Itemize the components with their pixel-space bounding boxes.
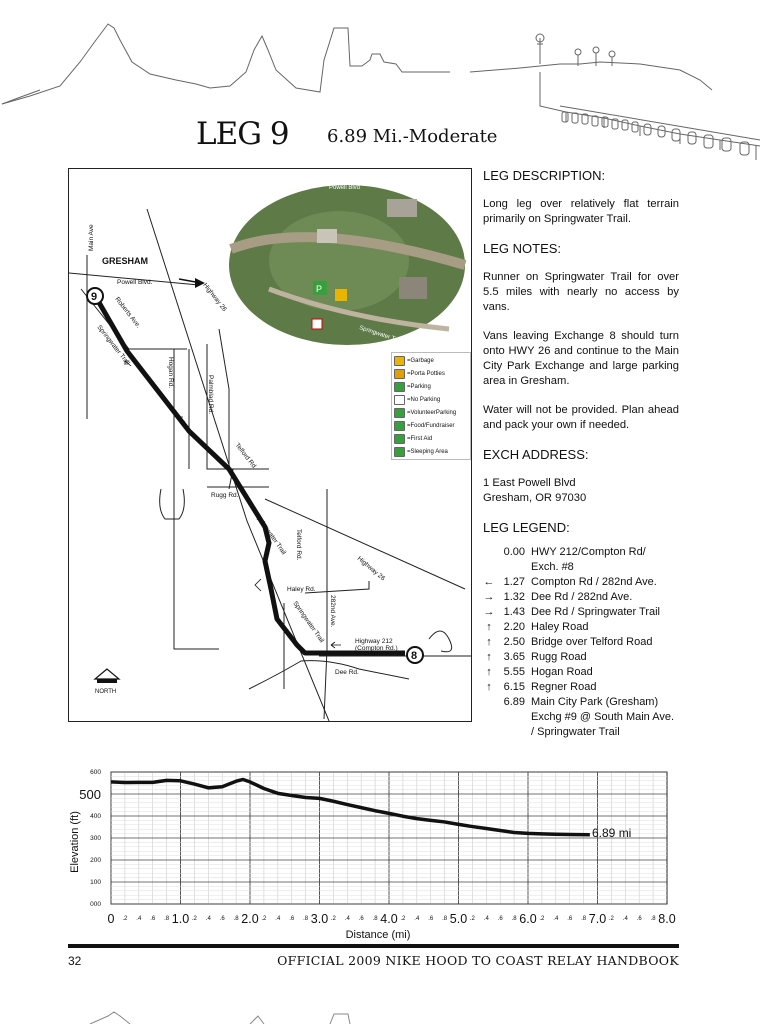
footer-rule	[68, 944, 679, 948]
map-label-gresham: GRESHAM	[102, 256, 149, 266]
chart-xtick-minor-label: .4	[622, 916, 628, 922]
chart-ytick-label: 000	[90, 901, 101, 908]
description-heading: LEG DESCRIPTION:	[483, 168, 606, 183]
map-label-north: NORTH	[95, 689, 117, 695]
leg-legend-mile: 1.32	[503, 591, 525, 603]
chart-xtick-minor-label: .6	[219, 916, 225, 922]
map-legend-item	[394, 406, 468, 419]
direction-arrow-icon: ↑	[486, 681, 492, 693]
chart-xtick-label: 4.0	[380, 912, 398, 926]
chart-xtick-label: 5.0	[449, 912, 468, 926]
chart-xtick-label: 1.0	[171, 912, 190, 926]
chart-xtick-minor-label: .4	[483, 916, 489, 922]
legend-swatch-icon	[394, 382, 405, 392]
chart-ytick-label: 100	[90, 879, 101, 886]
leg-legend-text: Compton Rd / 282nd Ave.	[531, 576, 657, 588]
leg-legend-mile: 1.27	[503, 576, 525, 588]
leg-legend-text: Exchg #9 @ South Main Ave.	[531, 711, 675, 723]
legend-swatch-icon	[394, 356, 405, 366]
leg-legend-mile: 6.15	[503, 681, 525, 693]
leg-title: LEG 9	[196, 116, 289, 152]
leg-legend-text: Hogan Road	[531, 666, 593, 678]
leg-legend-row	[483, 560, 679, 575]
chart-xtick-label: 3.0	[310, 912, 329, 926]
leg-legend-mile: 0.00	[503, 546, 525, 558]
leg-legend-row	[483, 545, 679, 560]
chart-xtick-minor-label: .6	[150, 916, 156, 922]
legend-swatch-icon	[394, 369, 405, 379]
leg-legend-mile	[495, 560, 525, 575]
route-line	[97, 299, 405, 653]
direction-arrow-icon: →	[483, 606, 495, 618]
chart-xtick-minor-label: .2	[330, 916, 336, 922]
legend-swatch-icon	[394, 434, 405, 444]
chart-xtick-minor-label: .4	[414, 916, 420, 922]
chart-xtick-minor-label: .8	[164, 916, 170, 922]
map-label-springwater-3: Springwater Trail	[291, 600, 326, 645]
chart-xtick-minor-label: .6	[497, 916, 503, 922]
leg-legend-text: HWY 212/Compton Rd/	[531, 546, 646, 558]
chart-xtick-minor-label: .2	[608, 916, 614, 922]
direction-arrow-icon	[483, 560, 495, 575]
description-text: Long leg over relatively flat terrain primarily on Springwater Trail.	[483, 198, 679, 225]
direction-arrow-icon	[483, 695, 495, 710]
leg-legend-mile: 2.20	[503, 621, 525, 633]
map-label-roberts: Roberts Ave.	[113, 295, 142, 330]
chart-annotation: 6.89 mi	[592, 826, 632, 840]
map-label-powell: Powell Blvd.	[117, 279, 153, 286]
leg-legend-row	[483, 725, 679, 740]
chart-xtick-minor-label: .4	[136, 916, 142, 922]
leg-legend-mile: 2.50	[503, 636, 525, 648]
chart-ytick-label: 500	[79, 787, 101, 802]
legend-swatch-icon	[394, 408, 405, 418]
direction-arrow-icon: ←	[483, 576, 495, 588]
map-label-highway26-top: Highway 26	[201, 281, 228, 313]
route-map	[68, 168, 472, 722]
map-label-palmblad: Palmblad Rd.	[207, 375, 214, 415]
leg-legend-row	[483, 635, 679, 650]
leg-info-column	[483, 168, 679, 740]
leg-legend-text: Main City Park (Gresham)	[531, 696, 659, 708]
chart-xtick-label: 0	[107, 912, 115, 926]
leg-legend-text: Dee Rd / Springwater Trail	[531, 606, 660, 618]
leg-legend-text: Exch. #8	[531, 561, 574, 573]
chart-xtick-label: 8.0	[658, 912, 676, 926]
map-legend-label: =Food/Fundraiser	[407, 422, 455, 429]
map-label-springwater-2: Springwater Trail	[253, 512, 288, 557]
map-legend-item	[394, 380, 468, 393]
leg-legend-row	[483, 605, 679, 620]
leg-legend-mile	[495, 710, 525, 725]
chart-xtick-minor-label: .2	[261, 916, 267, 922]
leg-subtitle: 6.89 Mi.-Moderate	[327, 126, 498, 147]
chart-xtick-minor-label: .6	[428, 916, 434, 922]
legend-swatch-icon	[394, 421, 405, 431]
map-legend-label: =VolunteerParking	[407, 409, 457, 416]
chart-xtick-label: 7.0	[588, 912, 607, 926]
map-label-springwater-1: Springwater Trail	[95, 323, 131, 367]
direction-arrow-icon: ↑	[486, 666, 492, 678]
map-legend-item	[394, 393, 468, 406]
chart-xtick-minor-label: .4	[275, 916, 281, 922]
map-legend-item	[394, 367, 468, 380]
address-line-1: 1 East Powell Blvd	[483, 477, 576, 489]
photo-label-trail: Springwater Trail	[358, 325, 404, 345]
map-label-compton: (Compton Rd.)	[355, 645, 398, 652]
chart-xtick-minor-label: .2	[122, 916, 128, 922]
leg-legend-table	[483, 545, 679, 740]
north-arrow	[95, 669, 119, 683]
note-1: Runner on Springwater Trail for over 5.5 miles with nearly no access by vans.	[483, 271, 679, 313]
leg-legend-mile	[495, 725, 525, 740]
start-marker-9	[87, 288, 103, 304]
chart-xtick-minor-label: .6	[567, 916, 573, 922]
bottom-skyline-art	[0, 1010, 768, 1024]
map-label-282nd: 282nd Ave.	[329, 595, 336, 628]
chart-xtick-minor-label: .2	[400, 916, 406, 922]
map-legend-label: =Parking	[407, 383, 431, 390]
direction-arrow-icon	[483, 725, 495, 740]
chart-xtick-minor-label: .8	[511, 916, 517, 922]
chart-xtick-minor-label: .6	[636, 916, 642, 922]
end-marker-8	[407, 647, 423, 663]
chart-xtick-minor-label: .4	[553, 916, 559, 922]
map-legend-item	[394, 445, 468, 458]
chart-ylabel: Elevation (ft)	[69, 811, 81, 873]
leg-legend-mile: 3.65	[503, 651, 525, 663]
legend-heading: LEG LEGEND:	[483, 520, 570, 535]
map-legend-label: =Garbage	[407, 357, 434, 364]
chart-xtick-minor-label: .6	[358, 916, 364, 922]
chart-ytick-label: 300	[90, 835, 101, 842]
photo-label-parking: P	[316, 284, 323, 294]
chart-ytick-label: 400	[90, 813, 101, 820]
direction-arrow-icon: ↑	[486, 621, 492, 633]
leg-legend-text: / Springwater Trail	[531, 726, 620, 738]
svg-text:8: 8	[411, 650, 418, 662]
leg-legend-text: Bridge over Telford Road	[531, 636, 653, 648]
chart-xtick-label: 6.0	[519, 912, 537, 926]
map-legend-label: =No Parking	[407, 396, 441, 403]
address-line-2: Gresham, OR 97030	[483, 492, 587, 504]
map-label-rugg: Rugg Rd.	[211, 492, 239, 499]
note-2: Vans leaving Exchange 8 should turn onto HWY 26 and continue to the Main City Park Exchange and large parking area in Gresham.	[483, 330, 679, 387]
aerial-photo	[229, 185, 465, 345]
chart-xtick-minor-label: .8	[581, 916, 587, 922]
chart-xlabel: Distance (mi)	[345, 929, 411, 941]
chart-xtick-minor-label: .8	[650, 916, 656, 922]
map-label-highway212: Highway 212	[355, 638, 393, 645]
leg-legend-text: Dee Rd / 282nd Ave.	[531, 591, 633, 603]
address-heading: EXCH ADDRESS:	[483, 447, 589, 462]
map-legend-item	[394, 432, 468, 445]
map-legend-label: =First Aid	[407, 435, 433, 442]
map-legend-item	[394, 419, 468, 432]
map-legend	[391, 352, 471, 460]
direction-arrow-icon: ↑	[486, 651, 492, 663]
chart-xtick-minor-label: .2	[469, 916, 475, 922]
leg-legend-row	[483, 575, 679, 590]
chart-xtick-minor-label: .8	[442, 916, 448, 922]
leg-legend-mile: 1.43	[503, 606, 525, 618]
leg-legend-row	[483, 665, 679, 680]
elevation-chart	[0, 760, 768, 945]
leg-legend-row	[483, 590, 679, 605]
map-label-highway26-bottom: Highway 26	[355, 555, 387, 583]
leg-legend-mile: 5.55	[503, 666, 525, 678]
chart-xtick-minor-label: .2	[191, 916, 197, 922]
leg-legend-text: Haley Road	[531, 621, 589, 633]
direction-arrow-icon	[483, 710, 495, 725]
map-legend-item	[394, 354, 468, 367]
leg-legend-text: Rugg Road	[531, 651, 587, 663]
chart-xtick-label: 2.0	[241, 912, 259, 926]
legend-swatch-icon	[394, 447, 405, 457]
page-number: 32	[68, 954, 82, 968]
notes-heading: LEG NOTES:	[483, 241, 562, 256]
footer-title: OFFICIAL 2009 NIKE HOOD TO COAST RELAY HANDBOOK	[277, 953, 679, 968]
map-legend-label: =Sleeping Area	[407, 448, 448, 455]
svg-text:9: 9	[91, 291, 98, 303]
map-label-main-ave: Main Ave	[88, 224, 95, 251]
chart-xtick-minor-label: .8	[303, 916, 309, 922]
map-label-dee: Dee Rd.	[335, 669, 359, 676]
photo-label-powell: Powell Blvd	[329, 185, 361, 191]
direction-arrow-icon	[483, 545, 495, 560]
chart-ytick-label: 200	[90, 857, 101, 864]
note-3: Water will not be provided. Plan ahead and pack your own if needed.	[483, 404, 679, 431]
map-label-telford-2: Telford Rd.	[295, 529, 302, 561]
chart-xtick-minor-label: .6	[289, 916, 295, 922]
direction-arrow-icon: →	[483, 591, 495, 603]
chart-xtick-minor-label: .4	[205, 916, 211, 922]
map-label-haley: Haley Rd.	[287, 586, 316, 593]
leg-legend-row	[483, 710, 679, 725]
leg-legend-row	[483, 650, 679, 665]
leg-legend-row	[483, 620, 679, 635]
map-label-telford-1: Telford Rd.	[233, 441, 259, 472]
chart-xtick-minor-label: .2	[539, 916, 545, 922]
leg-legend-row	[483, 695, 679, 710]
map-legend-label: =Porta Potties	[407, 370, 445, 377]
legend-swatch-icon	[394, 395, 405, 405]
direction-arrow-icon: ↑	[486, 636, 492, 648]
map-label-hogan: Hogan Rd.	[167, 357, 174, 389]
chart-ytick-label: 600	[90, 769, 101, 776]
chart-xtick-minor-label: .8	[372, 916, 378, 922]
leg-legend-mile: 6.89	[503, 696, 525, 708]
leg-legend-text: Regner Road	[531, 681, 597, 693]
leg-legend-row	[483, 680, 679, 695]
chart-xtick-minor-label: .8	[233, 916, 239, 922]
chart-xtick-minor-label: .4	[344, 916, 350, 922]
